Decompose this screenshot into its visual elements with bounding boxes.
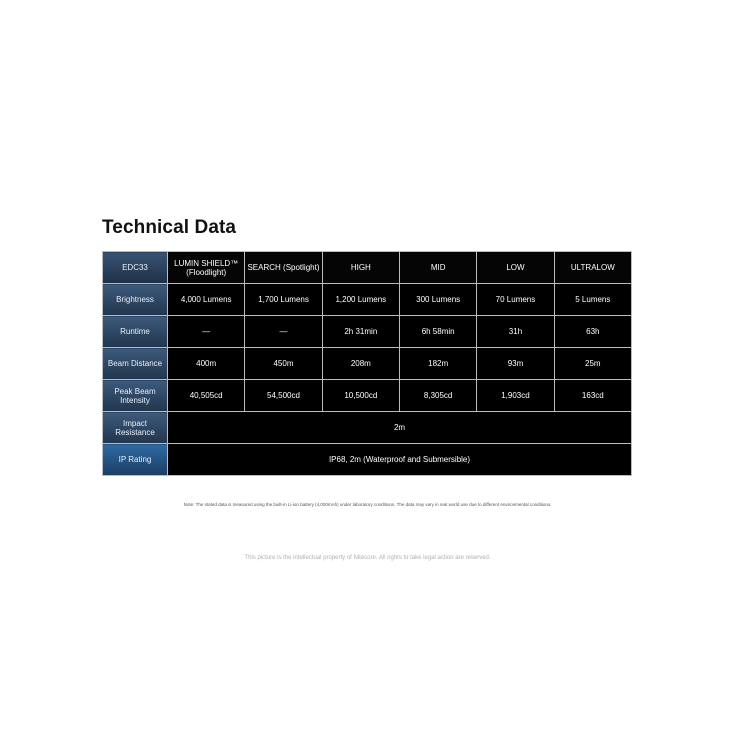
table-cell: 63h (554, 316, 631, 348)
table-row (103, 444, 632, 476)
table-cell: 93m (477, 348, 554, 380)
table-cell: 10,500cd (322, 380, 399, 412)
technical-data-table (102, 251, 632, 476)
table-cell-merged: IP68, 2m (Waterproof and Submersible) (168, 444, 632, 476)
page-title: Technical Data (102, 217, 237, 238)
table-cell: 40,505cd (168, 380, 245, 412)
row-label-peak-beam-intensity: Peak Beam Intensity (103, 380, 168, 412)
table-cell: 5 Lumens (554, 284, 631, 316)
table-cell: 8,305cd (399, 380, 476, 412)
copyright-footer: This picture is the intellectual property of Nitecore. All rights to take legal action are reserved. (244, 555, 491, 561)
mode-header-ultralow: ULTRALOW (554, 252, 631, 284)
table-cell-merged: 2m (168, 412, 632, 444)
table-cell: 300 Lumens (399, 284, 476, 316)
mode-header-lumin-shield: LUMIN SHIELD™ (Floodlight) (168, 252, 245, 284)
table-cell: 1,200 Lumens (322, 284, 399, 316)
model-header: EDC33 (103, 252, 168, 284)
row-label-brightness: Brightness (103, 284, 168, 316)
table-row (103, 348, 632, 380)
mode-header-mid: MID (399, 252, 476, 284)
mode-header-high: HIGH (322, 252, 399, 284)
mode-header-low: LOW (477, 252, 554, 284)
table-cell: 1,903cd (477, 380, 554, 412)
table-row (103, 284, 632, 316)
table-cell: 208m (322, 348, 399, 380)
table-cell: 182m (399, 348, 476, 380)
row-label-ip-rating: IP Rating (103, 444, 168, 476)
table-cell: 1,700 Lumens (245, 284, 322, 316)
measurement-note: Note: The stated data is measured using the built-in Li-ion battery (4,000mAh) under laboratory conditions. The data may vary in real world use due to different environmental conditions. (183, 502, 552, 507)
table-cell: 2h 31min (322, 316, 399, 348)
table-row (103, 412, 632, 444)
table-cell: 4,000 Lumens (168, 284, 245, 316)
table-cell: — (245, 316, 322, 348)
table-cell: — (168, 316, 245, 348)
row-label-runtime: Runtime (103, 316, 168, 348)
row-label-beam-distance: Beam Distance (103, 348, 168, 380)
table-cell: 70 Lumens (477, 284, 554, 316)
table-cell: 400m (168, 348, 245, 380)
table-cell: 25m (554, 348, 631, 380)
table-cell: 6h 58min (399, 316, 476, 348)
table-cell: 163cd (554, 380, 631, 412)
table-cell: 31h (477, 316, 554, 348)
table-cell: 54,500cd (245, 380, 322, 412)
table-row (103, 316, 632, 348)
table-cell: 450m (245, 348, 322, 380)
row-label-impact-resistance: Impact Resistance (103, 412, 168, 444)
table-header-row (103, 252, 632, 284)
table-row (103, 380, 632, 412)
mode-header-search: SEARCH (Spotlight) (245, 252, 322, 284)
